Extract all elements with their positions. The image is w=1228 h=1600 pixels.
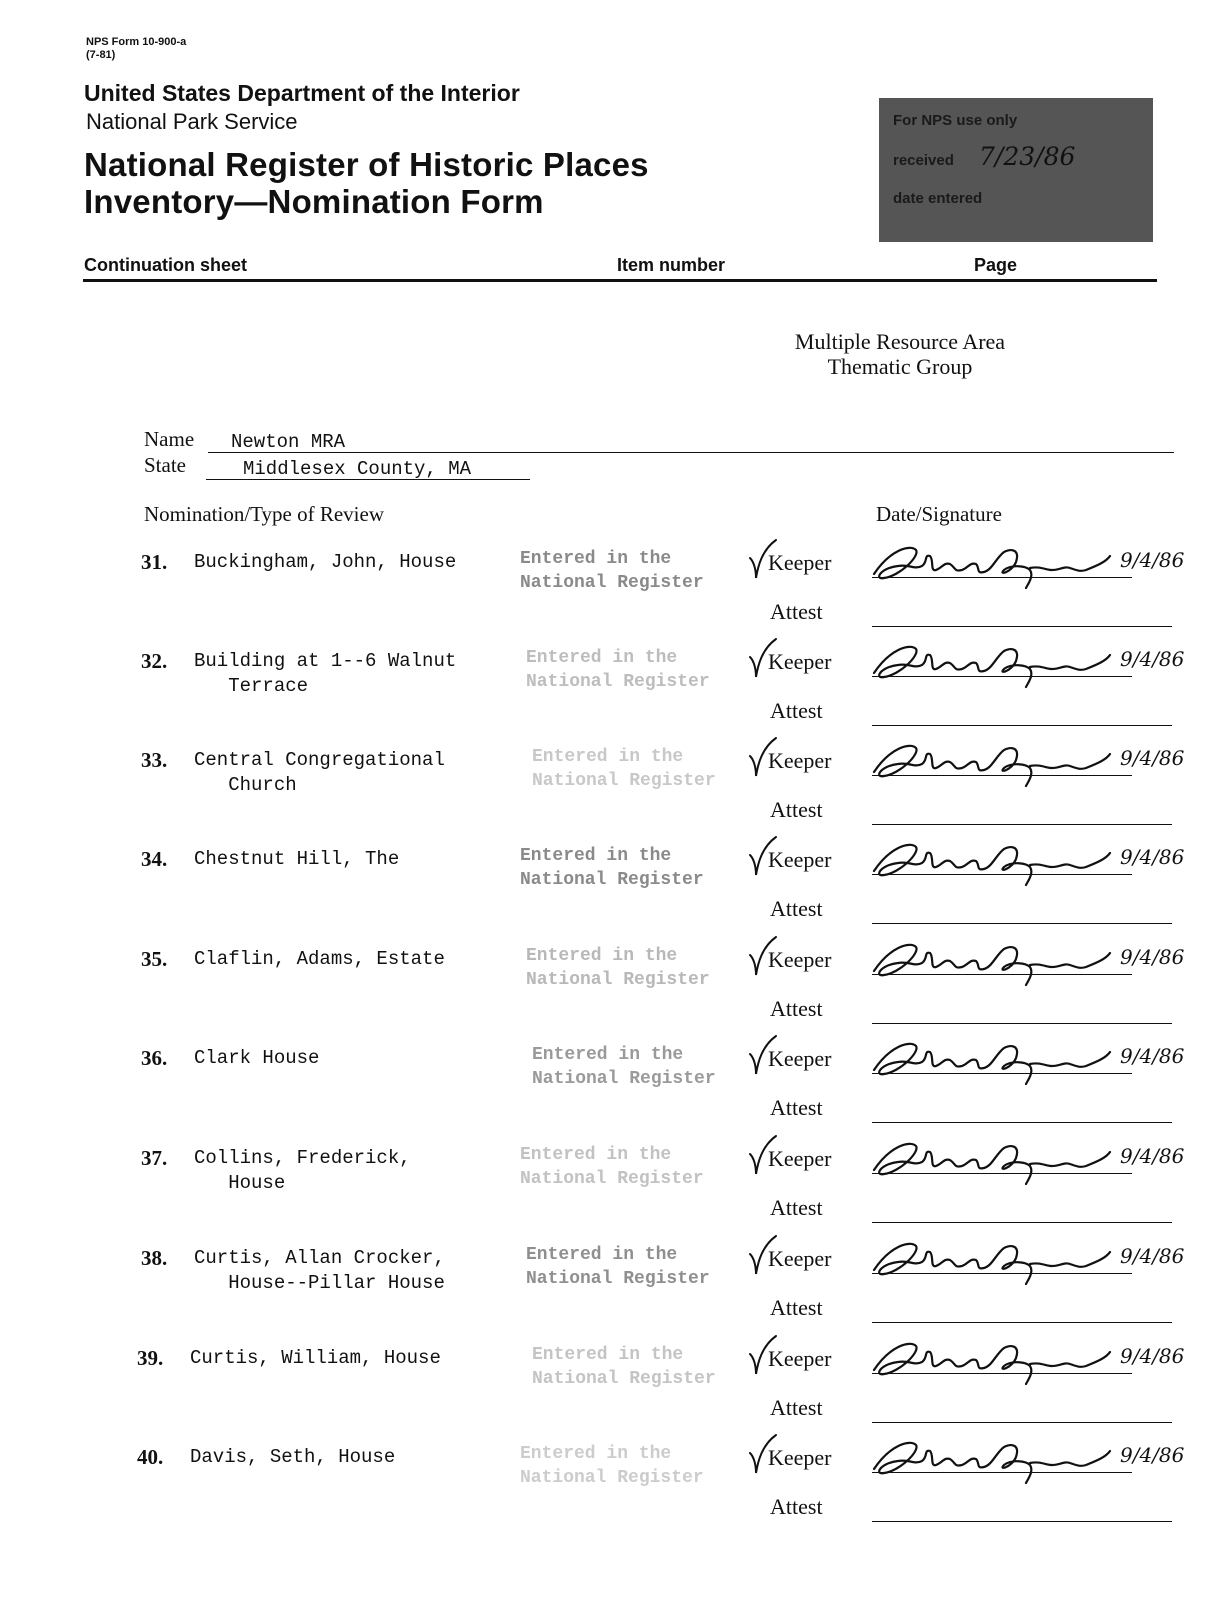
- attest-signature-line: [872, 1521, 1172, 1522]
- entry-number: 37.: [141, 1146, 168, 1170]
- stamp-line2: National Register: [520, 870, 704, 890]
- attest-label: Attest: [770, 1195, 823, 1220]
- property-name: Collins, Frederick, House: [194, 1147, 411, 1194]
- signature-date: 9/4/86: [1120, 1443, 1185, 1467]
- attest-label: Attest: [770, 996, 823, 1021]
- entry-number: 35.: [141, 947, 168, 971]
- keeper-label: Keeper: [768, 649, 832, 674]
- keeper-label: Keeper: [768, 748, 832, 773]
- property-name: Building at 1--6 Walnut Terrace: [194, 650, 457, 697]
- group-line1: Multiple Resource Area: [794, 329, 1006, 354]
- state-value: Middlesex County, MA: [243, 458, 472, 480]
- stamp-line1: Entered in the: [526, 1245, 678, 1265]
- name-label: Name: [144, 427, 195, 451]
- property-name: Curtis, Allan Crocker, House--Pillar House: [194, 1247, 445, 1294]
- entry-number: 31.: [141, 550, 168, 574]
- handwritten-signature: [870, 837, 1140, 887]
- keeper-signature-line: [872, 1472, 1132, 1473]
- property-name: Clark House: [194, 1047, 320, 1069]
- attest-label: Attest: [770, 1095, 823, 1120]
- signature-date: 9/4/86: [1120, 945, 1185, 969]
- stamp-line2: National Register: [532, 771, 716, 791]
- register-stamp: [520, 1442, 704, 1490]
- stamp-line2: National Register: [526, 970, 710, 990]
- register-stamp: [526, 1243, 710, 1291]
- property-name: Davis, Seth, House: [190, 1446, 396, 1468]
- attest-signature-line: [872, 1422, 1172, 1423]
- signature-date: 9/4/86: [1120, 746, 1185, 770]
- register-stamp: [520, 844, 704, 892]
- keeper-label: Keeper: [768, 947, 832, 972]
- signature-date: 9/4/86: [1120, 647, 1185, 671]
- keeper-signature-line: [872, 1273, 1132, 1274]
- attest-signature-line: [872, 1122, 1172, 1123]
- handwritten-signature: [870, 937, 1140, 987]
- attest-label: Attest: [770, 698, 823, 723]
- continuation-sheet-label: Continuation sheet: [84, 255, 247, 275]
- stamp-line1: Entered in the: [520, 846, 672, 866]
- signature-column-header: Date/Signature: [876, 502, 1002, 526]
- keeper-signature-line: [872, 1073, 1132, 1074]
- attest-label: Attest: [770, 896, 823, 921]
- received-label: received: [893, 152, 954, 169]
- received-date: 7/23/86: [979, 142, 1076, 171]
- attest-signature-line: [872, 725, 1172, 726]
- handwritten-signature: [870, 1435, 1140, 1485]
- agency-name: National Park Service: [86, 109, 298, 134]
- property-name: Central Congregational Church: [194, 749, 445, 796]
- attest-signature-line: [872, 923, 1172, 924]
- handwritten-signature: [870, 540, 1140, 590]
- attest-label: Attest: [770, 1395, 823, 1420]
- group-heading: [740, 329, 1060, 379]
- name-value: Newton MRA: [231, 431, 346, 453]
- property-name: Buckingham, John, House: [194, 551, 457, 573]
- name-field: [208, 430, 1174, 453]
- stamp-line1: Entered in the: [526, 946, 678, 966]
- register-stamp: [520, 547, 704, 595]
- handwritten-signature: [870, 1336, 1140, 1386]
- keeper-signature-line: [872, 775, 1132, 776]
- attest-signature-line: [872, 626, 1172, 627]
- register-stamp: [532, 745, 716, 793]
- attest-signature-line: [872, 824, 1172, 825]
- property-name: Chestnut Hill, The: [194, 848, 400, 870]
- entry-number: 36.: [141, 1046, 168, 1070]
- entry-number: 33.: [141, 748, 168, 772]
- stamp-line1: Entered in the: [526, 648, 678, 668]
- handwritten-signature: [870, 738, 1140, 788]
- state-field: [206, 457, 530, 480]
- stamp-line1: Entered in the: [520, 1444, 672, 1464]
- handwritten-signature: [870, 1236, 1140, 1286]
- keeper-signature-line: [872, 974, 1132, 975]
- state-label: State: [144, 453, 186, 477]
- page-label: Page: [974, 255, 1018, 275]
- register-stamp: [526, 646, 710, 694]
- attest-signature-line: [872, 1222, 1172, 1223]
- nomination-column-header: Nomination/Type of Review: [144, 502, 384, 526]
- stamp-line1: Entered in the: [520, 1145, 672, 1165]
- stamp-line2: National Register: [526, 1269, 710, 1289]
- attest-signature-line: [872, 1322, 1172, 1323]
- keeper-label: Keeper: [768, 847, 832, 872]
- stamp-line2: National Register: [520, 573, 704, 593]
- property-name: Curtis, William, House: [190, 1347, 441, 1369]
- register-stamp: [532, 1043, 716, 1091]
- keeper-signature-line: [872, 874, 1132, 875]
- signature-date: 9/4/86: [1120, 845, 1185, 869]
- signature-date: 9/4/86: [1120, 1344, 1185, 1368]
- department-name: United States Department of the Interior: [84, 80, 520, 106]
- handwritten-signature: [870, 639, 1140, 689]
- entry-number: 32.: [141, 649, 168, 673]
- nps-use-title: For NPS use only: [893, 112, 1018, 129]
- stamp-line1: Entered in the: [520, 549, 672, 569]
- signature-date: 9/4/86: [1120, 1244, 1185, 1268]
- form-title-line1: National Register of Historic Places: [84, 146, 649, 183]
- stamp-line2: National Register: [520, 1468, 704, 1488]
- attest-label: Attest: [770, 1494, 823, 1519]
- signature-date: 9/4/86: [1120, 548, 1185, 572]
- attest-label: Attest: [770, 1295, 823, 1320]
- header-rule: [83, 279, 1157, 282]
- handwritten-signature: [870, 1036, 1140, 1086]
- keeper-signature-line: [872, 577, 1132, 578]
- form-date: (7-81): [86, 49, 116, 61]
- entry-number: 40.: [137, 1445, 164, 1469]
- signature-date: 9/4/86: [1120, 1144, 1185, 1168]
- stamp-line1: Entered in the: [532, 1045, 684, 1065]
- entry-number: 38.: [141, 1246, 168, 1270]
- attest-signature-line: [872, 1023, 1172, 1024]
- keeper-label: Keeper: [768, 550, 832, 575]
- stamp-line2: National Register: [532, 1069, 716, 1089]
- stamp-line1: Entered in the: [532, 747, 684, 767]
- property-name: Claflin, Adams, Estate: [194, 948, 445, 970]
- handwritten-signature: [870, 1136, 1140, 1186]
- register-stamp: [526, 944, 710, 992]
- form-title-line2: Inventory—Nomination Form: [84, 183, 544, 220]
- stamp-line2: National Register: [532, 1369, 716, 1389]
- stamp-line2: National Register: [520, 1169, 704, 1189]
- keeper-signature-line: [872, 1173, 1132, 1174]
- keeper-label: Keeper: [768, 1046, 832, 1071]
- keeper-signature-line: [872, 1373, 1132, 1374]
- keeper-label: Keeper: [768, 1346, 832, 1371]
- keeper-label: Keeper: [768, 1246, 832, 1271]
- signature-date: 9/4/86: [1120, 1044, 1185, 1068]
- item-number-label: Item number: [617, 255, 726, 275]
- entry-number: 34.: [141, 847, 168, 871]
- keeper-label: Keeper: [768, 1146, 832, 1171]
- attest-label: Attest: [770, 797, 823, 822]
- nps-use-box: [879, 98, 1153, 242]
- attest-label: Attest: [770, 599, 823, 624]
- form-number: NPS Form 10-900-a: [86, 36, 187, 48]
- register-stamp: [532, 1343, 716, 1391]
- entry-number: 39.: [137, 1346, 164, 1370]
- keeper-label: Keeper: [768, 1445, 832, 1470]
- stamp-line2: National Register: [526, 672, 710, 692]
- keeper-signature-line: [872, 676, 1132, 677]
- register-stamp: [520, 1143, 704, 1191]
- stamp-line1: Entered in the: [532, 1345, 684, 1365]
- group-line2: Thematic Group: [827, 354, 973, 379]
- date-entered-label: date entered: [893, 190, 983, 207]
